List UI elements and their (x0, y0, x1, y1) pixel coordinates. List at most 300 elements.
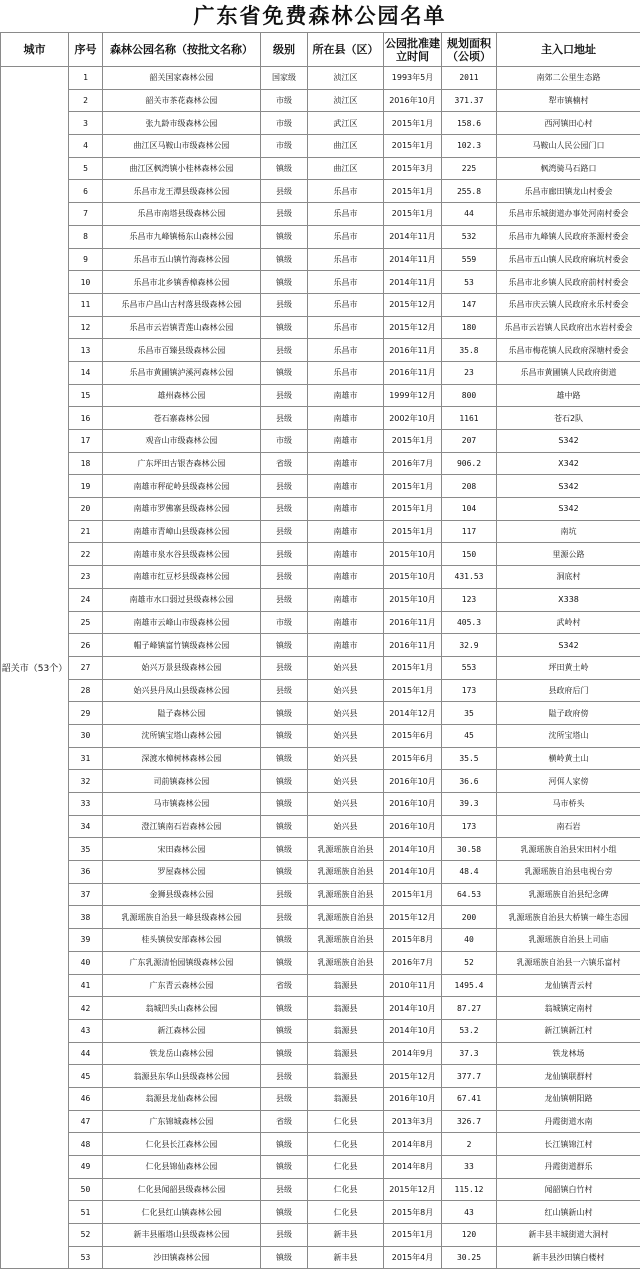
cell-level: 市级 (261, 89, 308, 112)
cell-seq: 1 (69, 67, 103, 90)
cell-area: 225 (442, 157, 497, 180)
cell-county: 南雄市 (308, 611, 384, 634)
cell-entrance: 铁龙林场 (497, 1042, 640, 1065)
cell-seq: 10 (69, 271, 103, 294)
cell-area: 35.8 (442, 339, 497, 362)
cell-county: 乐昌市 (308, 271, 384, 294)
table-row (1, 724, 640, 747)
cell-name: 澄江镇南石岩森林公园 (103, 815, 261, 838)
cell-county: 翁源县 (308, 997, 384, 1020)
cell-seq: 4 (69, 135, 103, 158)
cell-name: 广东乳源清怡园镇级森林公园 (103, 951, 261, 974)
table-row (1, 679, 640, 702)
cell-seq: 39 (69, 929, 103, 952)
cell-level: 县级 (261, 883, 308, 906)
cell-seq: 29 (69, 702, 103, 725)
cell-level: 镇级 (261, 248, 308, 271)
cell-level: 镇级 (261, 634, 308, 657)
cell-area: 40 (442, 929, 497, 952)
cell-county: 乳源瑶族自治县 (308, 838, 384, 861)
cell-entrance: 乐昌市梅花镇人民政府深塘村委会 (497, 339, 640, 362)
cell-name: 始兴万景县级森林公园 (103, 656, 261, 679)
cell-county: 始兴县 (308, 815, 384, 838)
cell-level: 镇级 (261, 724, 308, 747)
cell-county: 乳源瑶族自治县 (308, 929, 384, 952)
cell-level: 镇级 (261, 815, 308, 838)
cell-level: 镇级 (261, 1133, 308, 1156)
cell-name: 翁城凹头山森林公园 (103, 997, 261, 1020)
cell-date: 2015年10月 (384, 588, 442, 611)
cell-area: 53.2 (442, 1019, 497, 1042)
cell-date: 2015年12月 (384, 1065, 442, 1088)
cell-name: 金狮县级森林公园 (103, 883, 261, 906)
cell-name: 广东锦城森林公园 (103, 1110, 261, 1133)
cell-date: 2015年1月 (384, 883, 442, 906)
cell-seq: 43 (69, 1019, 103, 1042)
cell-area: 405.3 (442, 611, 497, 634)
cell-date: 2014年11月 (384, 225, 442, 248)
cell-date: 2010年11月 (384, 974, 442, 997)
cell-date: 2014年9月 (384, 1042, 442, 1065)
cell-county: 曲江区 (308, 157, 384, 180)
cell-entrance: 南郊二公里生态路 (497, 67, 640, 90)
cell-date: 2015年1月 (384, 112, 442, 135)
table-row (1, 770, 640, 793)
cell-name: 乐昌市北乡镇香樟森林公园 (103, 271, 261, 294)
cell-date: 2015年1月 (384, 498, 442, 521)
cell-level: 县级 (261, 566, 308, 589)
cell-county: 乐昌市 (308, 316, 384, 339)
cell-level: 镇级 (261, 1246, 308, 1269)
cell-level: 镇级 (261, 271, 308, 294)
cell-entrance: 犁市镇楠村 (497, 89, 640, 112)
cell-entrance: 南坑 (497, 520, 640, 543)
table-row (1, 951, 640, 974)
cell-area: 173 (442, 815, 497, 838)
cell-area: 30.58 (442, 838, 497, 861)
cell-seq: 38 (69, 906, 103, 929)
cell-entrance: 乳源瑶族自治县电视台旁 (497, 861, 640, 884)
cell-entrance: 红山镇新山村 (497, 1201, 640, 1224)
cell-name: 乐昌市南塔县级森林公园 (103, 203, 261, 226)
cell-date: 2014年8月 (384, 1156, 442, 1179)
cell-entrance: 新丰县丰城街道大洞村 (497, 1224, 640, 1247)
cell-county: 翁源县 (308, 974, 384, 997)
cell-area: 2011 (442, 67, 497, 90)
cell-seq: 36 (69, 861, 103, 884)
cell-seq: 52 (69, 1224, 103, 1247)
cell-date: 2015年8月 (384, 929, 442, 952)
cell-area: 532 (442, 225, 497, 248)
cell-area: 35.5 (442, 747, 497, 770)
cell-entrance: 乐昌市北乡镇人民政府前村村委会 (497, 271, 640, 294)
cell-entrance: 坪田黄土岭 (497, 656, 640, 679)
cell-entrance: S342 (497, 634, 640, 657)
cell-county: 乳源瑶族自治县 (308, 906, 384, 929)
cell-name: 沈所镇宝塔山森林公园 (103, 724, 261, 747)
cell-level: 县级 (261, 498, 308, 521)
cell-entrance: 里源公路 (497, 543, 640, 566)
cell-name: 雄州森林公园 (103, 384, 261, 407)
table-row (1, 112, 640, 135)
cell-seq: 14 (69, 361, 103, 384)
cell-entrance: 乐昌市五山镇人民政府麻坑村委会 (497, 248, 640, 271)
cell-area: 102.3 (442, 135, 497, 158)
cell-date: 2015年1月 (384, 475, 442, 498)
cell-entrance: 乐昌市黄圃镇人民政府街道 (497, 361, 640, 384)
table-row (1, 203, 640, 226)
cell-seq: 44 (69, 1042, 103, 1065)
cell-area: 120 (442, 1224, 497, 1247)
cell-area: 559 (442, 248, 497, 271)
cell-county: 乳源瑶族自治县 (308, 951, 384, 974)
cell-seq: 27 (69, 656, 103, 679)
cell-level: 镇级 (261, 225, 308, 248)
cell-name: 乐昌市九峰镇杨东山森林公园 (103, 225, 261, 248)
table-row (1, 361, 640, 384)
cell-seq: 5 (69, 157, 103, 180)
cell-date: 2015年1月 (384, 135, 442, 158)
cell-seq: 28 (69, 679, 103, 702)
cell-level: 县级 (261, 407, 308, 430)
cell-date: 2015年12月 (384, 293, 442, 316)
cell-level: 镇级 (261, 361, 308, 384)
table-row (1, 1201, 640, 1224)
cell-date: 2002年10月 (384, 407, 442, 430)
cell-county: 乐昌市 (308, 180, 384, 203)
cell-level: 镇级 (261, 1156, 308, 1179)
header-level: 级别 (261, 33, 308, 67)
cell-area: 117 (442, 520, 497, 543)
cell-date: 2015年1月 (384, 656, 442, 679)
cell-county: 仁化县 (308, 1178, 384, 1201)
cell-area: 104 (442, 498, 497, 521)
cell-area: 173 (442, 679, 497, 702)
cell-county: 乳源瑶族自治县 (308, 883, 384, 906)
cell-date: 2015年12月 (384, 906, 442, 929)
cell-date: 2015年1月 (384, 430, 442, 453)
cell-area: 431.53 (442, 566, 497, 589)
table-row (1, 974, 640, 997)
cell-entrance: 枫湾骑马石路口 (497, 157, 640, 180)
cell-level: 县级 (261, 1224, 308, 1247)
cell-entrance: 隘子政府傍 (497, 702, 640, 725)
cell-date: 2015年1月 (384, 203, 442, 226)
cell-date: 2014年11月 (384, 271, 442, 294)
table-row (1, 906, 640, 929)
cell-level: 国家级 (261, 67, 308, 90)
cell-level: 市级 (261, 430, 308, 453)
cell-area: 158.6 (442, 112, 497, 135)
cell-name: 乳源瑶族自治县一峰县级森林公园 (103, 906, 261, 929)
cell-area: 39.3 (442, 793, 497, 816)
cell-level: 县级 (261, 475, 308, 498)
cell-seq: 3 (69, 112, 103, 135)
cell-county: 翁源县 (308, 1042, 384, 1065)
cell-level: 县级 (261, 293, 308, 316)
cell-area: 150 (442, 543, 497, 566)
table-row (1, 89, 640, 112)
cell-entrance: 横岭黄土山 (497, 747, 640, 770)
cell-seq: 53 (69, 1246, 103, 1269)
cell-seq: 15 (69, 384, 103, 407)
table-row (1, 611, 640, 634)
cell-seq: 11 (69, 293, 103, 316)
cell-name: 帽子峰镇富竹镇级森林公园 (103, 634, 261, 657)
cell-entrance: 乐昌市乐城街道办事处河南村委会 (497, 203, 640, 226)
cell-area: 207 (442, 430, 497, 453)
cell-area: 87.27 (442, 997, 497, 1020)
cell-county: 南雄市 (308, 407, 384, 430)
cell-county: 浈江区 (308, 89, 384, 112)
cell-date: 2015年1月 (384, 679, 442, 702)
cell-county: 始兴县 (308, 679, 384, 702)
cell-county: 始兴县 (308, 793, 384, 816)
cell-seq: 9 (69, 248, 103, 271)
cell-level: 县级 (261, 679, 308, 702)
cell-date: 2014年12月 (384, 702, 442, 725)
cell-county: 武江区 (308, 112, 384, 135)
cell-level: 镇级 (261, 997, 308, 1020)
cell-name: 曲江区枫湾镇小桂林森林公园 (103, 157, 261, 180)
cell-level: 市级 (261, 112, 308, 135)
cell-level: 县级 (261, 906, 308, 929)
cell-name: 苍石寨森林公园 (103, 407, 261, 430)
cell-date: 2014年10月 (384, 1019, 442, 1042)
table-row (1, 135, 640, 158)
cell-date: 2015年1月 (384, 180, 442, 203)
cell-name: 乐昌市云岩镇青莲山森林公园 (103, 316, 261, 339)
cell-seq: 26 (69, 634, 103, 657)
cell-name: 张九龄市级森林公园 (103, 112, 261, 135)
cell-name: 乐昌市百臻县级森林公园 (103, 339, 261, 362)
cell-date: 2016年11月 (384, 339, 442, 362)
cell-entrance: 沈所宝塔山 (497, 724, 640, 747)
cell-area: 30.25 (442, 1246, 497, 1269)
cell-level: 县级 (261, 180, 308, 203)
cell-entrance: 雄中路 (497, 384, 640, 407)
cell-county: 南雄市 (308, 588, 384, 611)
cell-county: 南雄市 (308, 430, 384, 453)
cell-level: 镇级 (261, 770, 308, 793)
table-row (1, 634, 640, 657)
cell-level: 镇级 (261, 793, 308, 816)
table-row (1, 1133, 640, 1156)
park-table (0, 32, 640, 1269)
table-row (1, 225, 640, 248)
cell-date: 2015年4月 (384, 1246, 442, 1269)
cell-area: 23 (442, 361, 497, 384)
cell-county: 南雄市 (308, 384, 384, 407)
cell-entrance: S342 (497, 430, 640, 453)
cell-seq: 40 (69, 951, 103, 974)
table-row (1, 339, 640, 362)
cell-seq: 2 (69, 89, 103, 112)
header-seq: 序号 (69, 33, 103, 67)
cell-date: 2014年11月 (384, 248, 442, 271)
cell-area: 1495.4 (442, 974, 497, 997)
cell-name: 隘子森林公园 (103, 702, 261, 725)
city-cell: 韶关市（53个） (1, 67, 69, 1269)
table-row (1, 407, 640, 430)
cell-date: 2014年10月 (384, 997, 442, 1020)
table-row (1, 1178, 640, 1201)
cell-seq: 31 (69, 747, 103, 770)
cell-date: 2015年1月 (384, 520, 442, 543)
table-row (1, 793, 640, 816)
cell-name: 南雄市青嶂山县级森林公园 (103, 520, 261, 543)
cell-area: 32.9 (442, 634, 497, 657)
table-row (1, 656, 640, 679)
header-area: 规划面积（公顷） (442, 33, 497, 67)
table-row (1, 384, 640, 407)
table-row (1, 1156, 640, 1179)
table-row (1, 1042, 640, 1065)
table-row (1, 475, 640, 498)
cell-area: 2 (442, 1133, 497, 1156)
cell-county: 始兴县 (308, 656, 384, 679)
cell-county: 南雄市 (308, 475, 384, 498)
cell-area: 800 (442, 384, 497, 407)
cell-county: 始兴县 (308, 747, 384, 770)
cell-county: 始兴县 (308, 770, 384, 793)
cell-county: 仁化县 (308, 1110, 384, 1133)
cell-name: 马市镇森林公园 (103, 793, 261, 816)
table-row (1, 316, 640, 339)
cell-name: 乐昌市龙王潭县级森林公园 (103, 180, 261, 203)
cell-level: 镇级 (261, 838, 308, 861)
cell-county: 仁化县 (308, 1201, 384, 1224)
cell-seq: 47 (69, 1110, 103, 1133)
cell-name: 韶关市茶花森林公园 (103, 89, 261, 112)
cell-area: 326.7 (442, 1110, 497, 1133)
cell-date: 2015年6月 (384, 724, 442, 747)
cell-entrance: 龙仙镇朝阳路 (497, 1087, 640, 1110)
cell-entrance: 长江镇锦江村 (497, 1133, 640, 1156)
cell-seq: 48 (69, 1133, 103, 1156)
cell-level: 镇级 (261, 1042, 308, 1065)
cell-seq: 46 (69, 1087, 103, 1110)
cell-seq: 50 (69, 1178, 103, 1201)
cell-area: 200 (442, 906, 497, 929)
cell-level: 县级 (261, 588, 308, 611)
cell-entrance: 乐昌市九峰镇人民政府茶源村委会 (497, 225, 640, 248)
cell-date: 2016年10月 (384, 770, 442, 793)
cell-entrance: 苍石2队 (497, 407, 640, 430)
cell-entrance: 西河镇田心村 (497, 112, 640, 135)
cell-area: 52 (442, 951, 497, 974)
cell-name: 新丰县雁塔山县级森林公园 (103, 1224, 261, 1247)
cell-seq: 6 (69, 180, 103, 203)
cell-seq: 51 (69, 1201, 103, 1224)
cell-entrance: 武岭村 (497, 611, 640, 634)
table-row (1, 157, 640, 180)
cell-level: 镇级 (261, 157, 308, 180)
cell-level: 镇级 (261, 951, 308, 974)
cell-area: 147 (442, 293, 497, 316)
table-row (1, 1246, 640, 1269)
header-row (1, 33, 640, 67)
cell-area: 43 (442, 1201, 497, 1224)
cell-seq: 42 (69, 997, 103, 1020)
cell-area: 255.8 (442, 180, 497, 203)
cell-entrance: 乳源瑶族自治县宋田村小组 (497, 838, 640, 861)
cell-entrance: S342 (497, 475, 640, 498)
cell-entrance: 翁城镇定南村 (497, 997, 640, 1020)
cell-area: 48.4 (442, 861, 497, 884)
cell-name: 南雄市泉水谷县级森林公园 (103, 543, 261, 566)
cell-area: 35 (442, 702, 497, 725)
cell-county: 南雄市 (308, 520, 384, 543)
cell-county: 新丰县 (308, 1224, 384, 1247)
table-row (1, 1110, 640, 1133)
cell-name: 韶关国家森林公园 (103, 67, 261, 90)
cell-area: 36.6 (442, 770, 497, 793)
cell-date: 1993年5月 (384, 67, 442, 90)
cell-entrance: X342 (497, 452, 640, 475)
cell-seq: 45 (69, 1065, 103, 1088)
cell-name: 曲江区马鞍山市级森林公园 (103, 135, 261, 158)
cell-county: 乐昌市 (308, 225, 384, 248)
cell-seq: 7 (69, 203, 103, 226)
table-row (1, 293, 640, 316)
cell-county: 南雄市 (308, 634, 384, 657)
cell-name: 仁化县闻韶县级森林公园 (103, 1178, 261, 1201)
table-row (1, 997, 640, 1020)
cell-entrance: 乐昌市云岩镇人民政府出水岩村委会 (497, 316, 640, 339)
cell-name: 南雄市红豆杉县级森林公园 (103, 566, 261, 589)
cell-level: 镇级 (261, 316, 308, 339)
cell-county: 南雄市 (308, 452, 384, 475)
cell-entrance: 丹霞街道群乐 (497, 1156, 640, 1179)
cell-level: 镇级 (261, 1201, 308, 1224)
cell-area: 53 (442, 271, 497, 294)
cell-level: 镇级 (261, 1019, 308, 1042)
cell-seq: 22 (69, 543, 103, 566)
cell-level: 省级 (261, 974, 308, 997)
cell-level: 县级 (261, 656, 308, 679)
cell-date: 2016年7月 (384, 452, 442, 475)
cell-date: 2014年10月 (384, 861, 442, 884)
cell-county: 翁源县 (308, 1065, 384, 1088)
table-row (1, 248, 640, 271)
cell-seq: 23 (69, 566, 103, 589)
table-row (1, 1087, 640, 1110)
cell-level: 镇级 (261, 702, 308, 725)
table-row (1, 815, 640, 838)
cell-date: 2016年10月 (384, 793, 442, 816)
cell-name: 仁化县锦仙森林公园 (103, 1156, 261, 1179)
table-row (1, 180, 640, 203)
cell-seq: 30 (69, 724, 103, 747)
cell-seq: 20 (69, 498, 103, 521)
cell-level: 省级 (261, 452, 308, 475)
cell-county: 南雄市 (308, 543, 384, 566)
cell-area: 208 (442, 475, 497, 498)
cell-entrance: 乳源瑶族自治县大桥镇一峰生态园 (497, 906, 640, 929)
cell-area: 115.12 (442, 1178, 497, 1201)
cell-level: 镇级 (261, 929, 308, 952)
cell-seq: 33 (69, 793, 103, 816)
cell-date: 2016年11月 (384, 611, 442, 634)
table-row (1, 452, 640, 475)
cell-area: 64.53 (442, 883, 497, 906)
table-row (1, 1019, 640, 1042)
cell-date: 2015年3月 (384, 157, 442, 180)
cell-name: 南雄市秤砣岭县级森林公园 (103, 475, 261, 498)
cell-level: 县级 (261, 384, 308, 407)
header-city: 城市 (1, 33, 69, 67)
